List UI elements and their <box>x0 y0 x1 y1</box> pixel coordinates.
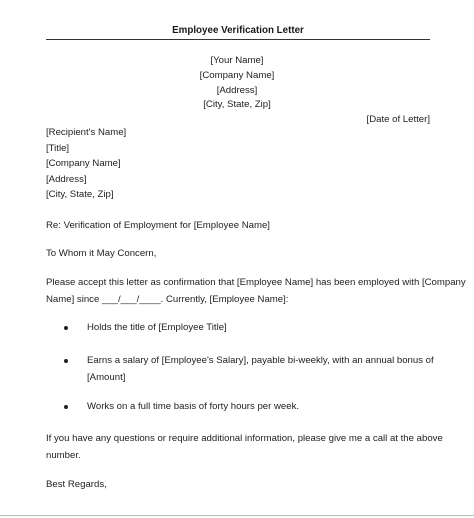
closing-paragraph-line-1: If you have any questions or require additional information, please give me a call at the above <box>46 433 443 444</box>
sender-address: [Address] <box>216 85 258 96</box>
recipient-name: [Recipient's Name] <box>46 127 127 138</box>
subject-line: Re: Verification of Employment for [Employee Name] <box>46 220 270 231</box>
bullet-dot-icon <box>64 405 68 409</box>
sender-company: [Company Name] <box>199 70 275 81</box>
sender-name: [Your Name] <box>210 55 264 66</box>
intro-paragraph-line-1: Please accept this letter as confirmation that [Employee Name] has been employed with [Company <box>46 277 466 288</box>
recipient-address: [Address] <box>46 174 87 185</box>
intro-paragraph-line-2: Name] since ___/___/____. Currently, [Employee Name]: <box>46 294 289 305</box>
recipient-title: [Title] <box>46 143 70 154</box>
bullet-item-title: Holds the title of [Employee Title] <box>87 322 227 333</box>
recipient-company: [Company Name] <box>46 158 121 169</box>
recipient-city-state-zip: [City, State, Zip] <box>46 189 114 200</box>
letter-date: [Date of Letter] <box>366 114 430 125</box>
page-bottom-edge <box>0 515 474 516</box>
bullet-item-hours: Works on a full time basis of forty hours per week. <box>87 401 300 412</box>
title-underline <box>46 39 430 40</box>
salutation: To Whom it May Concern, <box>46 248 157 259</box>
closing-paragraph-line-2: number. <box>46 450 81 461</box>
bullet-item-salary-line-2: [Amount] <box>87 372 126 383</box>
bullet-dot-icon <box>64 359 68 363</box>
bullet-item-salary-line-1: Earns a salary of [Employee's Salary], payable bi-weekly, with an annual bonus of <box>87 355 434 366</box>
sender-city-state-zip: [City, State, Zip] <box>203 99 271 110</box>
bullet-dot-icon <box>64 326 68 330</box>
letter-title: Employee Verification Letter <box>172 25 304 36</box>
signoff: Best Regards, <box>46 479 107 490</box>
